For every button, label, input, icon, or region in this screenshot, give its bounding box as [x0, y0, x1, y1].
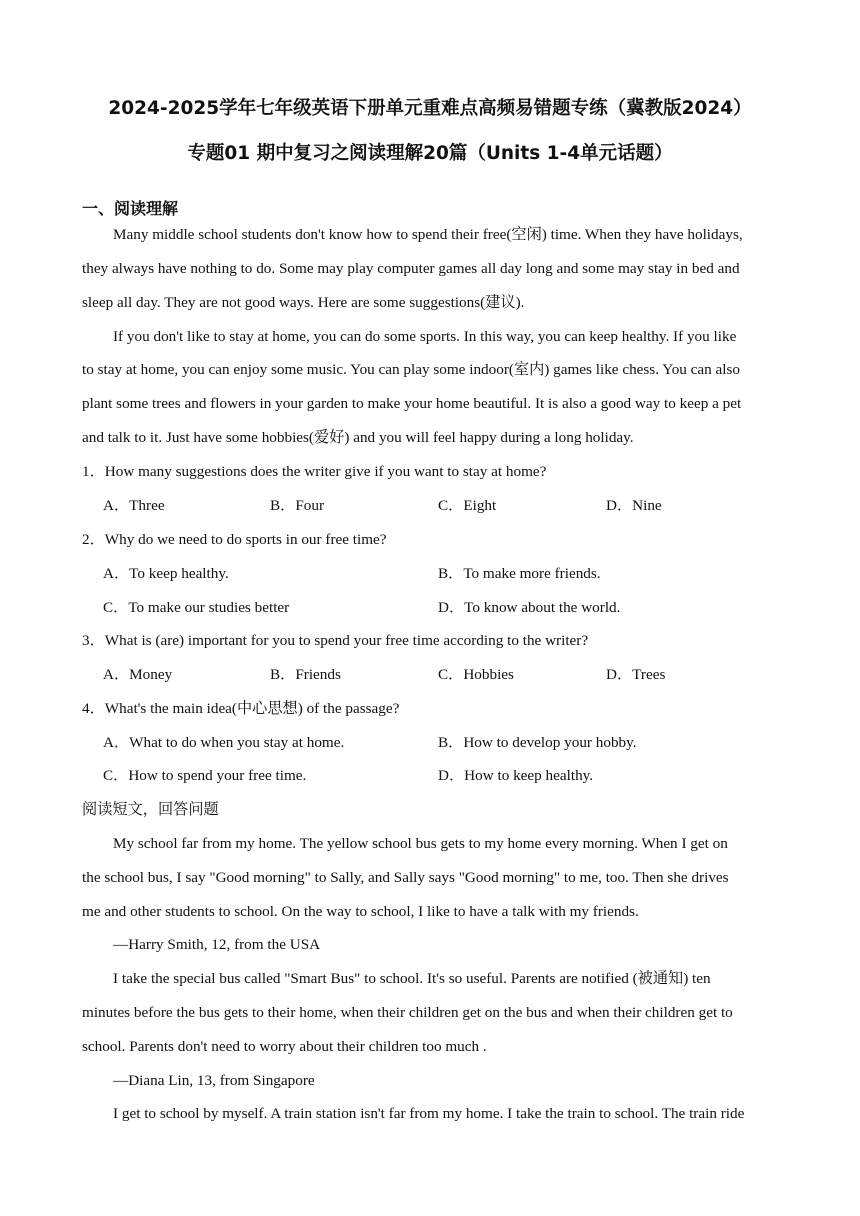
passage-instruction: 阅读短文，回答问题 [82, 801, 219, 818]
passage-line: and talk to it. Just have some hobbies(爱好) and you will feel happy during a long holiday. [82, 429, 634, 446]
option-c[interactable]: C．Eight [438, 497, 497, 514]
passage-line: minutes before the bus gets to their home, when their children get on the bus and when their children get to [82, 1004, 733, 1021]
passage-line: Many middle school students don't know how to spend their free(空闲) time. When they have holidays, [113, 226, 743, 243]
option-b[interactable]: B．Four [270, 497, 325, 514]
question-stem: 3．What is (are) important for you to spend your free time according to the writer? [82, 632, 589, 649]
option-b[interactable]: B．How to develop your hobby. [438, 734, 637, 751]
option-a[interactable]: A．Money [103, 666, 173, 683]
passage-line: to stay at home, you can enjoy some music. You can play some indoor(室内) games like chess. You can also [82, 361, 741, 378]
passage-line: they always have nothing to do. Some may play computer games all day long and some may stay in bed and [82, 260, 740, 277]
option-d[interactable]: D．How to keep healthy. [438, 767, 594, 784]
question-stem: 4．What's the main idea(中心思想) of the passage? [82, 700, 400, 717]
document-title: 2024-2025学年七年级英语下册单元重难点高频易错题专练（冀教版2024） [108, 98, 752, 119]
passage-line: school. Parents don't need to worry about their children too much . [82, 1038, 487, 1055]
option-c[interactable]: C．Hobbies [438, 666, 514, 683]
option-d[interactable]: D．Trees [606, 666, 666, 683]
option-d[interactable]: D．Nine [606, 497, 662, 514]
passage-line: My school far from my home. The yellow school bus gets to my home every morning. When I get on [113, 835, 728, 852]
section-heading: 一、阅读理解 [82, 199, 179, 218]
passage-line: me and other students to school. On the way to school, I like to have a talk with my friends. [82, 903, 639, 920]
option-a[interactable]: A．What to do when you stay at home. [103, 734, 345, 751]
passage-attribution: —Harry Smith, 12, from the USA [113, 936, 321, 953]
option-c[interactable]: C．How to spend your free time. [103, 767, 307, 784]
document-subtitle: 专题01 期中复习之阅读理解20篇（Units 1-4单元话题） [187, 143, 673, 164]
passage-line: I take the special bus called "Smart Bus" to school. It's so useful. Parents are notified (被通知) ten [113, 970, 711, 987]
option-b[interactable]: B．Friends [270, 666, 341, 683]
option-a[interactable]: A．Three [103, 497, 165, 514]
question-stem: 1．How many suggestions does the writer give if you want to stay at home? [82, 463, 547, 480]
option-d[interactable]: D．To know about the world. [438, 599, 621, 616]
passage-line: plant some trees and flowers in your garden to make your home beautiful. It is also a good way to keep a pet [82, 395, 742, 412]
passage-line: If you don't like to stay at home, you can do some sports. In this way, you can keep healthy. If you like [113, 328, 737, 345]
passage-attribution: —Diana Lin, 13, from Singapore [113, 1072, 315, 1089]
option-b[interactable]: B．To make more friends. [438, 565, 601, 582]
question-stem: 2．Why do we need to do sports in our free time? [82, 531, 387, 548]
passage-line: the school bus, I say "Good morning" to Sally, and Sally says "Good morning" to me, too. Then she drives [82, 869, 729, 886]
option-a[interactable]: A．To keep healthy. [103, 565, 229, 582]
passage-line: I get to school by myself. A train station isn't far from my home. I take the train to school. The train ride [113, 1105, 745, 1122]
passage-line: sleep all day. They are not good ways. Here are some suggestions(建议). [82, 294, 525, 311]
option-c[interactable]: C．To make our studies better [103, 599, 290, 616]
